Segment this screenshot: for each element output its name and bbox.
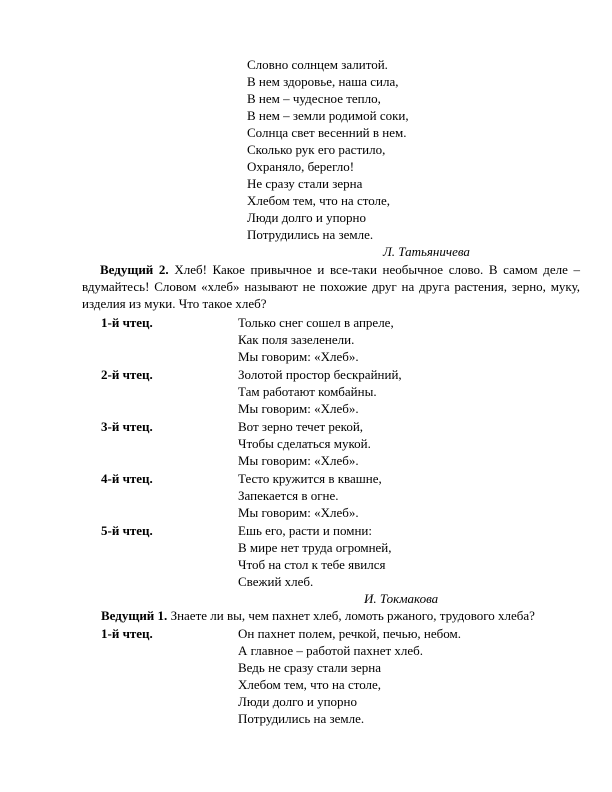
poem-line: В нем здоровье, наша сила, [247,74,399,89]
reader-4-line: Тесто кружится в квашне, [238,471,382,486]
poem-line: Хлебом тем, что на столе, [247,193,391,208]
reader-final-line: Он пахнет полем, речкой, печью, небом. [238,626,461,641]
host-2-text: Хлеб! Какое привычное и все-таки необычное слово. В самом деле – вдумайтесь! Словом «хлеб» называют не похожие друг на друга растения, зерно, муку, изделия из муки. Что такое хлеб? [82,262,580,311]
poem-line: Солнца свет весенний в нем. [247,125,407,140]
reader-3-line: Чтобы сделаться мукой. [238,436,371,451]
reader-final-label: 1-й чтец. [101,626,153,641]
reader-2-line: Там работают комбайны. [238,384,377,399]
poem-line: Люди долго и упорно [247,210,366,225]
host-1-paragraph [101,608,535,623]
host-1-speaker: Ведущий 1. [101,608,168,623]
poem-author-2: И. Токмакова [364,591,439,606]
reader-2-line: Золотой простор бескрайний, [238,367,402,382]
reader-final-line: Потрудились на земле. [238,711,365,726]
host-1-text: Знаете ли вы, чем пахнет хлеб, ломоть ржаного, трудового хлеба? [167,608,535,623]
poem-line: Сколько рук его растило, [247,142,386,157]
reader-5-line: Чтоб на стол к тебе явился [238,557,386,572]
reader-4-label: 4-й чтец. [101,471,153,486]
poem-author: Л. Татьяничева [383,244,470,259]
reader-5-label: 5-й чтец. [101,523,153,538]
poem-line: Словно солнцем залитой. [247,57,388,72]
poem-line: В нем – чудесное тепло, [247,91,381,106]
reader-1-label: 1-й чтец. [101,315,153,330]
reader-5-line: В мире нет труда огромней, [238,540,392,555]
poem-line: Не сразу стали зерна [247,176,363,191]
reader-4-line: Мы говорим: «Хлеб». [238,505,359,520]
reader-3-label: 3-й чтец. [101,419,153,434]
reader-final-line: Люди долго и упорно [238,694,357,709]
reader-final-line: Ведь не сразу стали зерна [238,660,382,675]
reader-1-line: Только снег сошел в апреле, [238,315,394,330]
reader-1-line: Как поля зазеленели. [238,332,355,347]
poem-line: В нем – земли родимой соки, [247,108,409,123]
reader-1-line: Мы говорим: «Хлеб». [238,349,359,364]
reader-4-line: Запекается в огне. [238,488,339,503]
reader-final-line: Хлебом тем, что на столе, [238,677,382,692]
host-2-speaker: Ведущий 2. [100,262,169,277]
reader-2-label: 2-й чтец. [101,367,153,382]
reader-3-line: Мы говорим: «Хлеб». [238,453,359,468]
host-2-paragraph [82,261,580,312]
reader-3-line: Вот зерно течет рекой, [238,419,364,434]
reader-2-line: Мы говорим: «Хлеб». [238,401,359,416]
reader-5-line: Ешь его, расти и помни: [238,523,373,538]
poem-line: Охраняло, берегло! [247,159,355,174]
reader-5-line: Свежий хлеб. [238,574,314,589]
poem-line: Потрудились на земле. [247,227,374,242]
reader-final-line: А главное – работой пахнет хлеб. [238,643,424,658]
